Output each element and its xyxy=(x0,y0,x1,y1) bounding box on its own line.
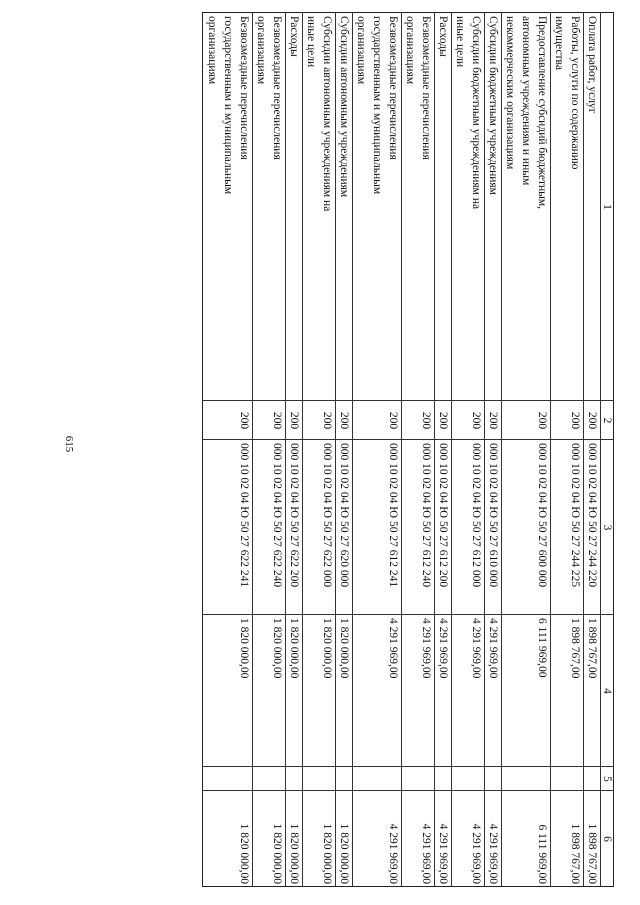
row-name-line: имущества xyxy=(553,16,565,70)
row-value-4: 4 291 969,00 xyxy=(435,615,451,767)
row-code: 200 xyxy=(286,401,302,440)
row-value-5 xyxy=(336,767,352,791)
table-row xyxy=(583,13,600,886)
row-value-6: 1 820 000,00 xyxy=(338,823,350,884)
row-value-5 xyxy=(584,767,600,791)
row-name xyxy=(551,13,583,401)
row-name xyxy=(303,13,335,401)
row-name-line: Безвозмездные перечисления xyxy=(271,16,283,160)
row-value-6: 1 898 767,00 xyxy=(586,823,598,884)
row-kbk: 000 10 02 04 Ю 50 27 612 200 xyxy=(435,440,451,615)
row-value-5 xyxy=(286,767,302,791)
row-name-line: Расходы xyxy=(288,16,300,57)
table-row xyxy=(302,13,335,886)
row-kbk: 000 10 02 04 Ю 50 27 620 000 xyxy=(336,440,352,615)
row-name-line: Субсидии автономным учреждениям на xyxy=(321,16,333,212)
table-row xyxy=(550,13,583,886)
table-row xyxy=(484,13,501,886)
table-row xyxy=(352,13,401,886)
row-kbk: 000 10 02 04 Ю 50 27 622 200 xyxy=(286,440,302,615)
row-value-4: 1 898 767,00 xyxy=(551,615,583,767)
row-value-5 xyxy=(203,767,252,791)
row-kbk: 000 10 02 04 Ю 50 27 622 241 xyxy=(203,440,252,615)
row-value-5 xyxy=(353,767,401,791)
row-kbk: 000 10 02 04 Ю 50 27 612 241 xyxy=(353,440,401,615)
row-kbk: 000 10 02 04 Ю 50 27 244 225 xyxy=(551,440,583,615)
row-value-5 xyxy=(452,767,484,791)
row-name-line: организациям xyxy=(404,16,416,85)
row-name-line: Работы, услуги по содержанию xyxy=(569,16,581,170)
row-name-line: Оплата работ, услуг xyxy=(586,16,598,114)
row-kbk: 000 10 02 04 Ю 50 27 612 000 xyxy=(452,440,484,615)
header-cell-4: 4 xyxy=(601,615,613,767)
row-name-line: иные цели xyxy=(454,16,466,68)
table-row xyxy=(335,13,352,886)
page-number: 615 xyxy=(63,435,75,453)
row-name xyxy=(336,13,352,401)
row-name-line: Субсидии бюджетным учреждениям xyxy=(487,16,499,195)
row-name-line: Субсидии бюджетным учреждениям на xyxy=(470,16,482,210)
row-kbk: 000 10 02 04 Ю 50 27 610 000 xyxy=(485,440,501,615)
header-cell-3: 3 xyxy=(601,440,613,615)
row-value-6: 4 291 969,00 xyxy=(470,823,482,884)
row-value-5 xyxy=(435,767,451,791)
row-name xyxy=(485,13,501,401)
row-name-line: государственным и муниципальным xyxy=(222,16,234,195)
row-name-line: автономным учреждениям и иным xyxy=(520,16,532,186)
row-kbk: 000 10 02 04 Ю 50 27 622 240 xyxy=(253,440,285,615)
row-value-6: 1 820 000,00 xyxy=(288,823,300,884)
header-cell-5: 5 xyxy=(601,767,613,791)
table-row xyxy=(285,13,302,886)
row-value-5 xyxy=(402,767,434,791)
table-row xyxy=(203,13,252,886)
row-value-6: 1 820 000,00 xyxy=(238,823,250,884)
row-name-line: иные цели xyxy=(305,16,317,68)
row-value-6: 4 291 969,00 xyxy=(487,823,499,884)
row-name xyxy=(353,13,401,401)
row-kbk: 000 10 02 04 Ю 50 27 600 000 xyxy=(502,440,550,615)
row-value-4: 4 291 969,00 xyxy=(402,615,434,767)
row-value-6: 4 291 969,00 xyxy=(387,823,399,884)
row-value-4: 1 820 000,00 xyxy=(286,615,302,767)
row-code: 200 xyxy=(353,401,401,440)
row-name xyxy=(452,13,484,401)
budget-table xyxy=(202,12,614,887)
row-name xyxy=(203,13,252,401)
row-name-line: Субсидии автономным учреждениям xyxy=(338,16,350,198)
row-value-5 xyxy=(502,767,550,791)
row-name xyxy=(584,13,600,401)
row-kbk: 000 10 02 04 Ю 50 27 622 000 xyxy=(303,440,335,615)
table-row xyxy=(451,13,484,886)
row-value-4: 4 291 969,00 xyxy=(485,615,501,767)
row-value-5 xyxy=(253,767,285,791)
row-code: 200 xyxy=(435,401,451,440)
row-value-4: 4 291 969,00 xyxy=(452,615,484,767)
row-value-4: 1 820 000,00 xyxy=(203,615,252,767)
row-value-5 xyxy=(303,767,335,791)
row-value-6: 1 820 000,00 xyxy=(321,823,333,884)
row-code: 200 xyxy=(485,401,501,440)
row-code: 200 xyxy=(253,401,285,440)
row-value-5 xyxy=(485,767,501,791)
header-cell-1: 1 xyxy=(601,13,613,401)
row-code: 200 xyxy=(303,401,335,440)
row-code: 200 xyxy=(584,401,600,440)
table-row xyxy=(401,13,434,886)
row-name xyxy=(286,13,302,401)
row-name xyxy=(435,13,451,401)
row-code: 200 xyxy=(551,401,583,440)
row-name-line: Расходы xyxy=(437,16,449,57)
row-name xyxy=(502,13,550,401)
row-code: 200 xyxy=(452,401,484,440)
table-row xyxy=(252,13,285,886)
row-name-line: Безвозмездные перечисления xyxy=(238,16,250,160)
table-header xyxy=(600,13,613,886)
row-name-line: Предоставление субсидий бюджетным, xyxy=(536,16,548,210)
row-name xyxy=(402,13,434,401)
row-value-4: 1 820 000,00 xyxy=(336,615,352,767)
row-code: 200 xyxy=(203,401,252,440)
row-value-5 xyxy=(551,767,583,791)
row-value-4: 1 820 000,00 xyxy=(303,615,335,767)
row-kbk: 000 10 02 04 Ю 50 27 244 220 xyxy=(584,440,600,615)
row-value-6: 6 111 969,00 xyxy=(536,824,548,884)
table-row xyxy=(501,13,550,886)
row-value-4: 4 291 969,00 xyxy=(353,615,401,767)
row-name-line: Безвозмездные перечисления xyxy=(387,16,399,160)
table-row xyxy=(434,13,451,886)
row-value-4: 1 898 767,00 xyxy=(584,615,600,767)
row-value-6: 1 820 000,00 xyxy=(271,823,283,884)
row-name xyxy=(253,13,285,401)
row-name-line: организациям xyxy=(255,16,267,85)
row-name-line: организациям xyxy=(355,16,367,85)
row-value-4: 6 111 969,00 xyxy=(502,615,550,767)
header-cell-2: 2 xyxy=(601,401,613,440)
row-name-line: некоммерческим организациям xyxy=(504,16,516,170)
row-kbk: 000 10 02 04 Ю 50 27 612 240 xyxy=(402,440,434,615)
row-code: 200 xyxy=(502,401,550,440)
row-name-line: Безвозмездные перечисления xyxy=(420,16,432,160)
row-value-4: 1 820 000,00 xyxy=(253,615,285,767)
header-cell-6: 6 xyxy=(601,836,613,842)
row-value-6: 4 291 969,00 xyxy=(420,823,432,884)
row-code: 200 xyxy=(402,401,434,440)
row-name-line: организациям xyxy=(206,16,218,85)
row-name-line: государственным и муниципальным xyxy=(371,16,383,195)
row-code: 200 xyxy=(336,401,352,440)
row-value-6: 1 898 767,00 xyxy=(569,823,581,884)
row-value-6: 4 291 969,00 xyxy=(437,823,449,884)
